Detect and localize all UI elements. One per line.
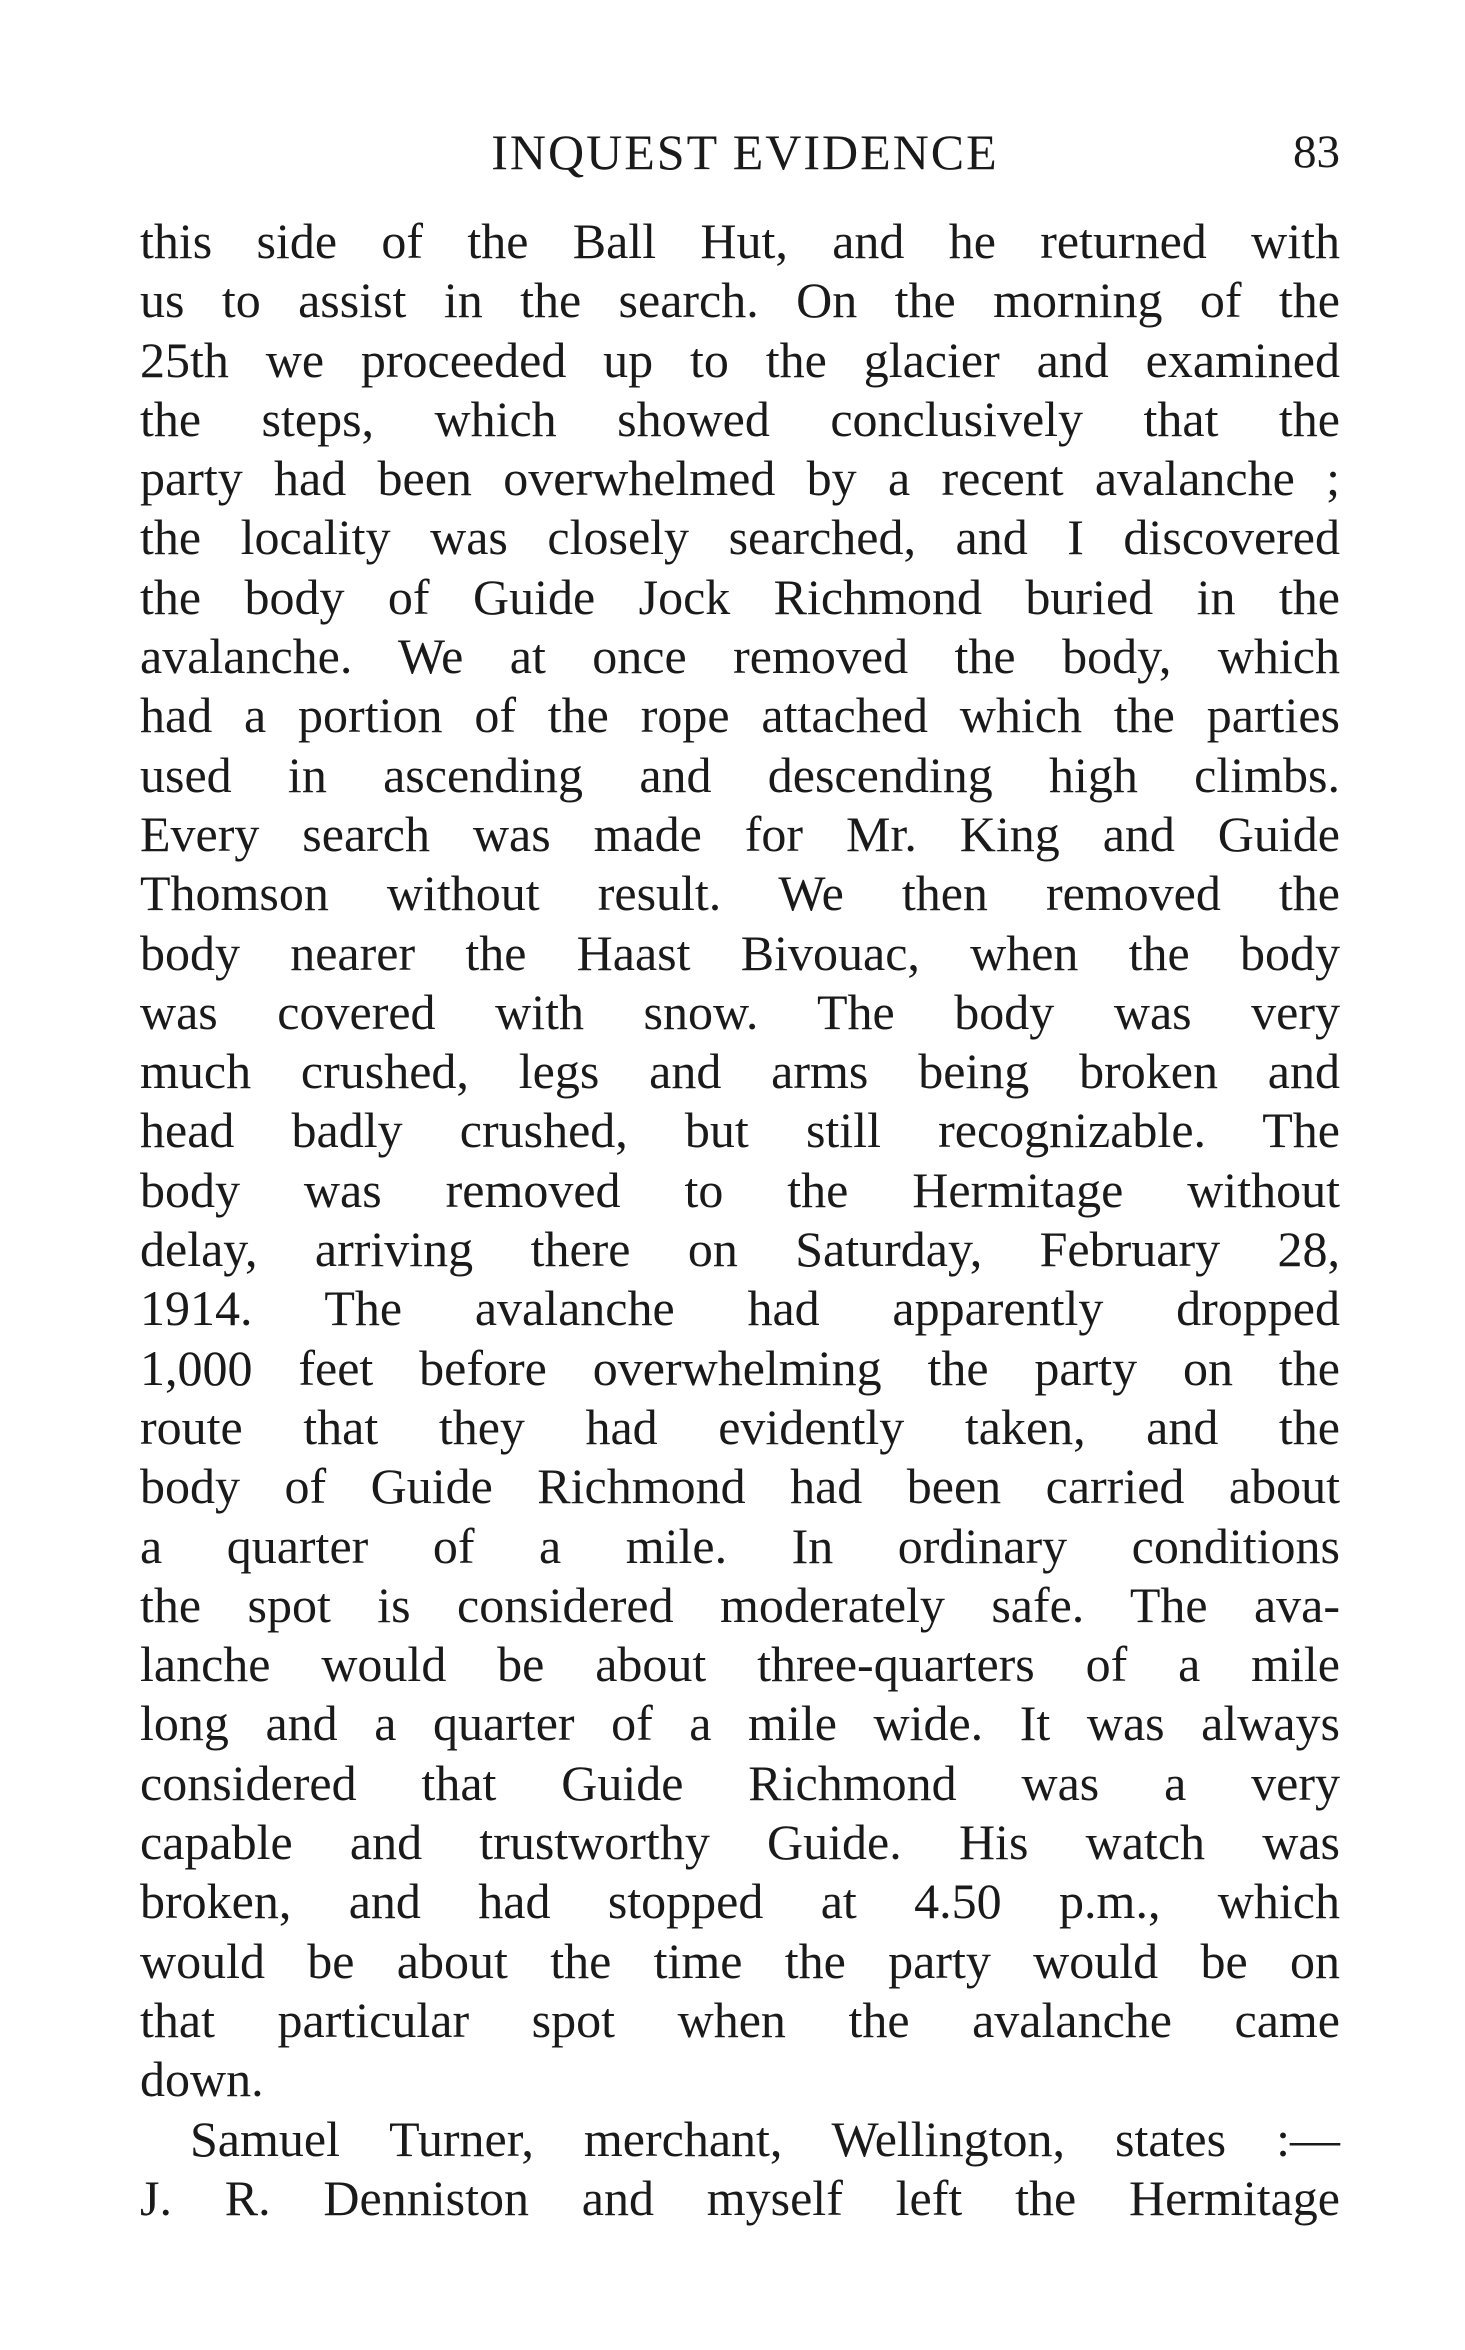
text-line: body nearer the Haast Bivouac, when the body (140, 924, 1340, 981)
paragraph-end-line: down. (140, 2051, 264, 2108)
text-line: delay, arriving there on Saturday, February 28, (140, 1221, 1340, 1278)
text-line: avalanche. We at once removed the body, which (140, 628, 1340, 685)
running-head (150, 122, 1340, 182)
text-line: party had been overwhelmed by a recent avalanche ; (140, 450, 1340, 507)
body-text (140, 212, 1340, 2228)
text-line: much crushed, legs and arms being broken and (140, 1043, 1340, 1100)
text-line: was covered with snow. The body was very (140, 983, 1340, 1040)
text-line: the steps, which showed conclusively that the (140, 390, 1340, 447)
text-line: J. R. Denniston and myself left the Hermitage (140, 2169, 1340, 2226)
running-title: INQUEST EVIDENCE (491, 124, 999, 180)
text-line: the body of Guide Jock Richmond buried in the (140, 568, 1340, 625)
paragraph-start-line: Samuel Turner, merchant, Wellington, states :— (190, 2110, 1340, 2167)
text-line: 1914. The avalanche had apparently dropped (140, 1280, 1340, 1337)
text-line: a quarter of a mile. In ordinary conditions (140, 1517, 1340, 1574)
text-line: 25th we proceeded up to the glacier and examined (140, 331, 1340, 388)
text-line: this side of the Ball Hut, and he returned with (140, 213, 1340, 269)
text-line: route that they had evidently taken, and the (140, 1398, 1340, 1455)
text-line: the spot is considered moderately safe. The ava- (140, 1576, 1340, 1633)
text-line: capable and trustworthy Guide. His watch was (140, 1814, 1340, 1871)
text-line: body was removed to the Hermitage without (140, 1161, 1340, 1218)
text-line: body of Guide Richmond had been carried about (140, 1458, 1340, 1515)
text-line: Thomson without result. We then removed the (140, 865, 1340, 922)
text-line: us to assist in the search. On the morning of the (140, 272, 1340, 329)
text-line: would be about the time the party would be on (140, 1932, 1340, 1989)
text-line: broken, and had stopped at 4.50 p.m., which (140, 1873, 1340, 1930)
text-line: lanche would be about three-quarters of a mile (140, 1636, 1340, 1693)
text-line: that particular spot when the avalanche came (140, 1991, 1340, 2048)
text-line: had a portion of the rope attached which the parties (140, 687, 1340, 744)
text-line: used in ascending and descending high climbs. (140, 746, 1340, 803)
text-line: head badly crushed, but still recognizable. The (140, 1102, 1340, 1159)
page-number: 83 (1293, 126, 1340, 178)
text-line: the locality was closely searched, and I discovered (140, 509, 1340, 566)
text-line: Every search was made for Mr. King and Guide (140, 805, 1340, 862)
text-line: considered that Guide Richmond was a very (140, 1754, 1340, 1811)
text-line: long and a quarter of a mile wide. It was always (140, 1695, 1340, 1752)
text-line: 1,000 feet before overwhelming the party on the (140, 1339, 1340, 1396)
